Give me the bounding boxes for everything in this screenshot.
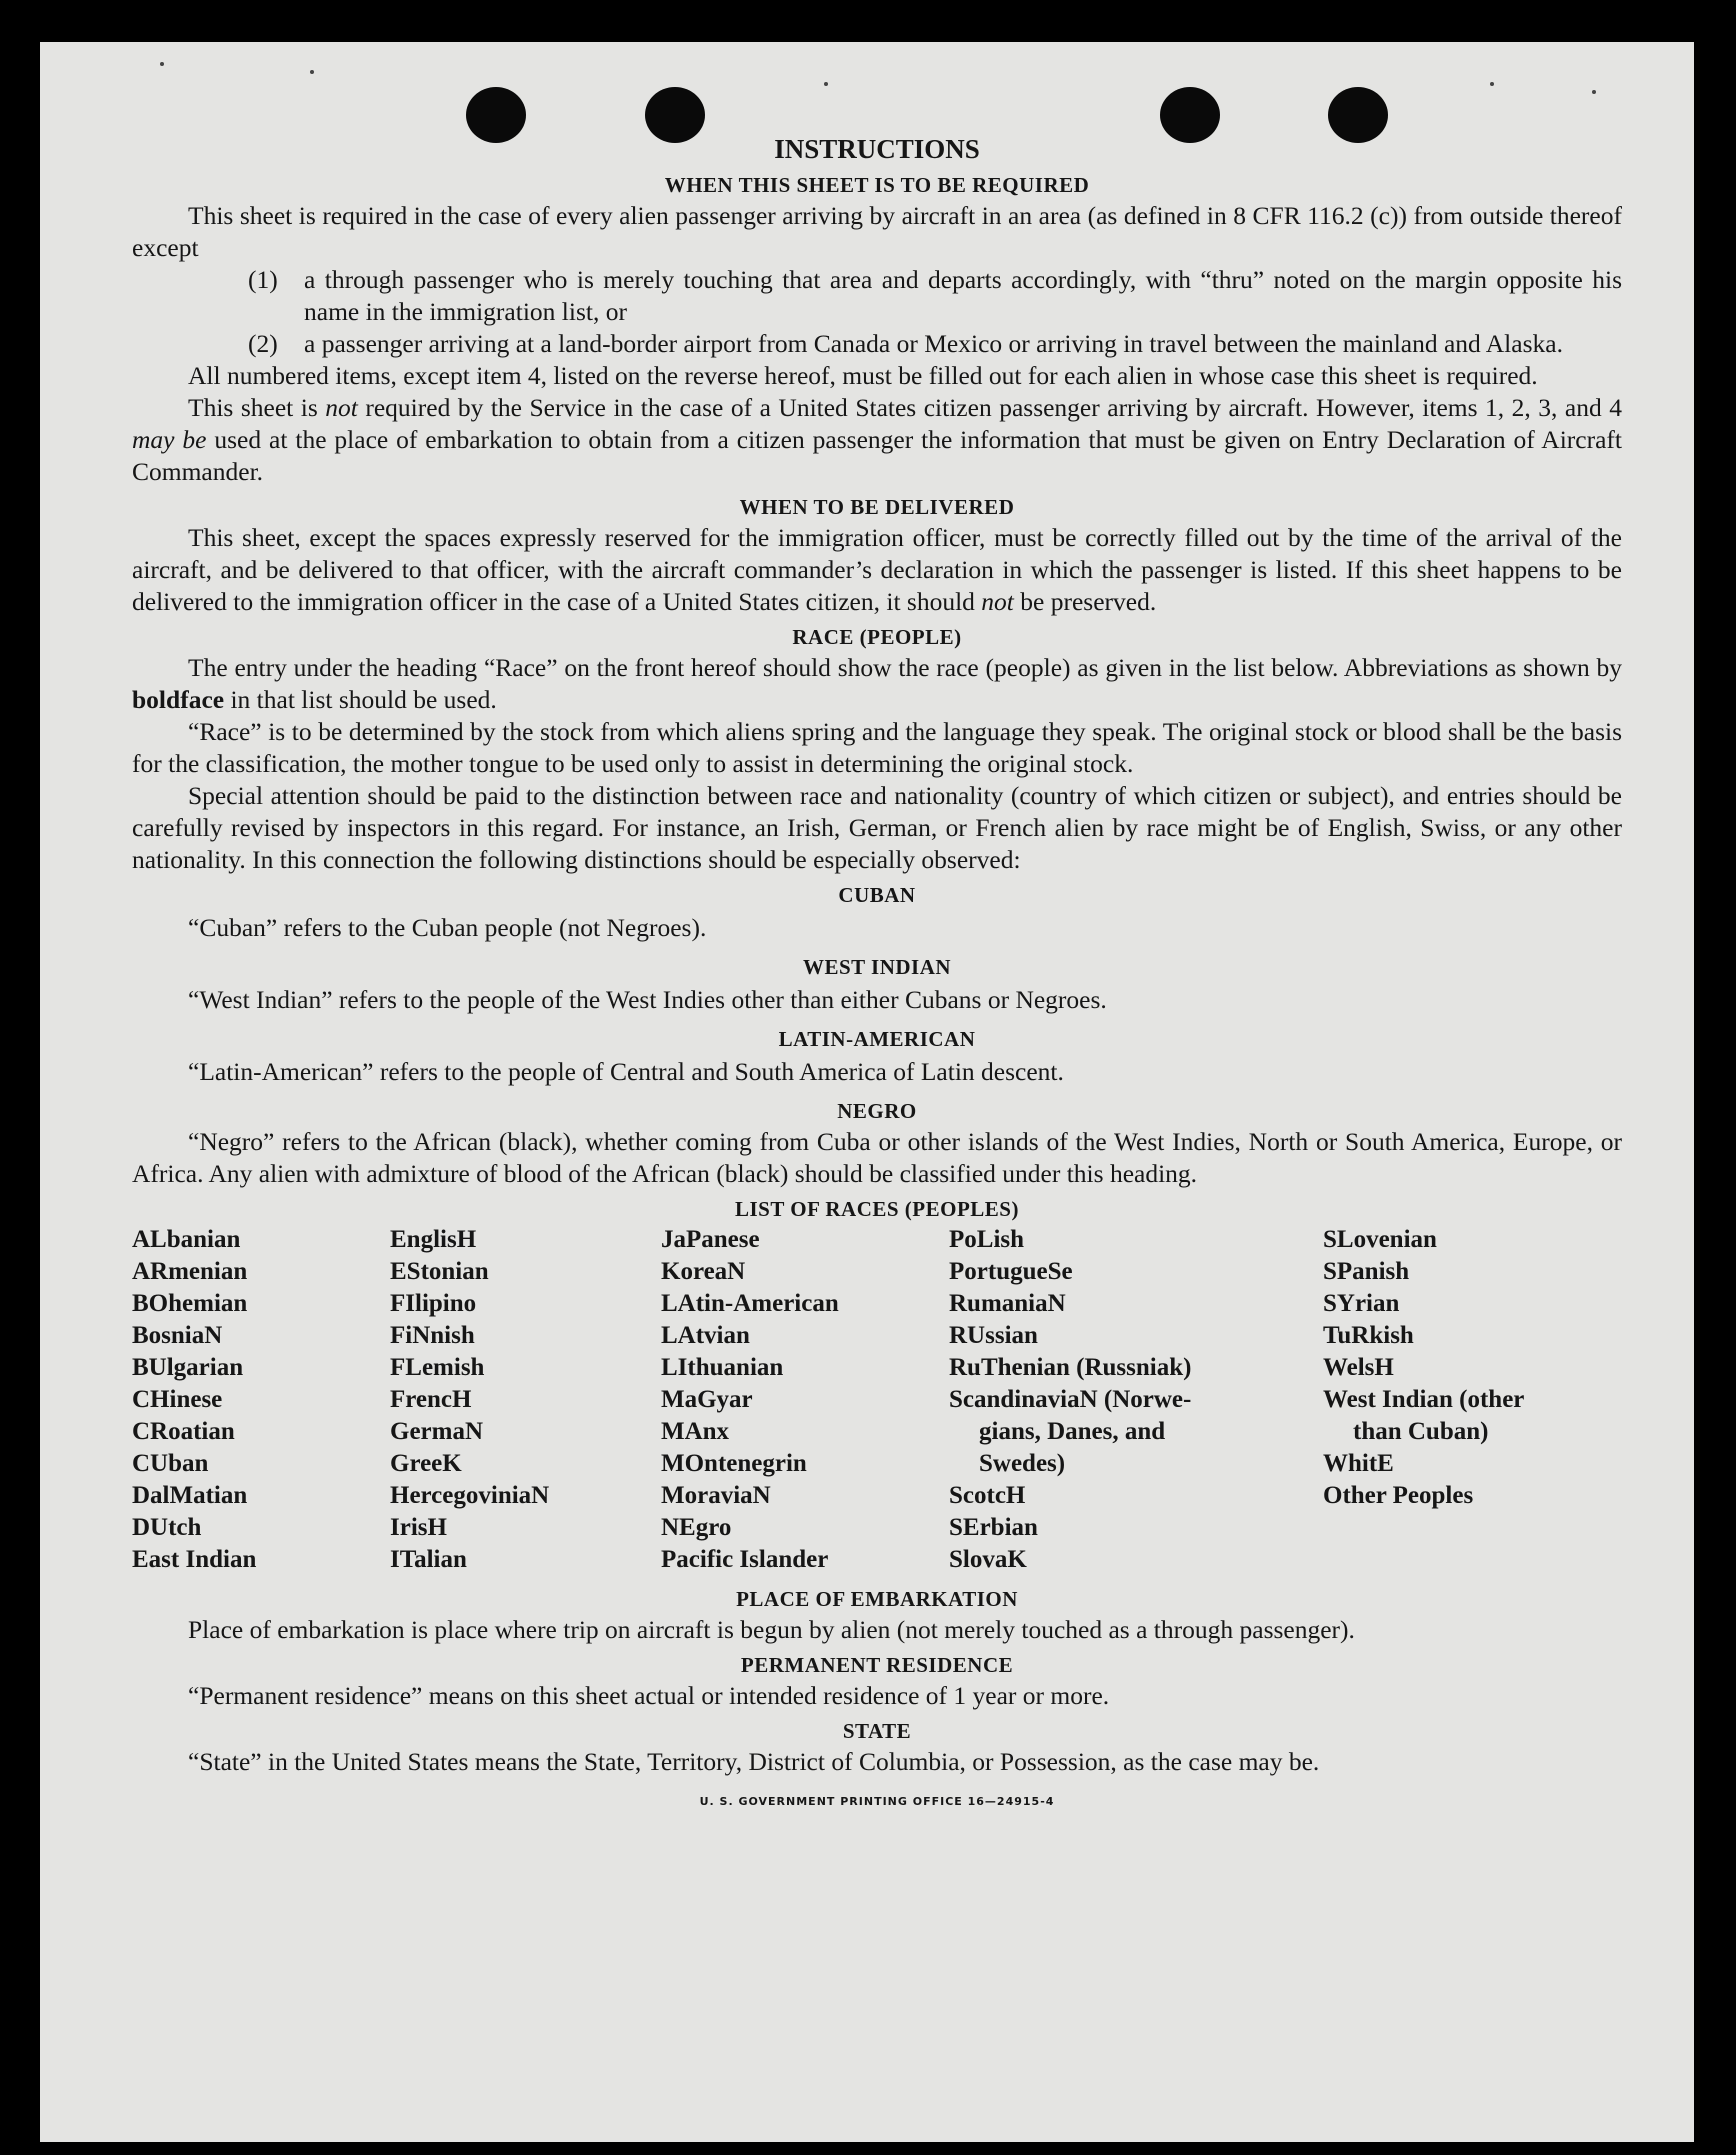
race-entry: ITalian — [390, 1546, 467, 1573]
race-entry: SErbian — [949, 1514, 1038, 1541]
text-run: in that list should be used. — [224, 685, 497, 714]
speck — [1490, 82, 1494, 86]
race-entry: FiNnish — [390, 1322, 475, 1349]
race-entry: GermaN — [390, 1418, 484, 1445]
race-entry: RUssian — [949, 1322, 1038, 1349]
section-heading-state: STATE — [842, 1719, 912, 1743]
speck — [824, 82, 828, 86]
item-text: a passenger arriving at a land-border airport from Canada or Mexico or arriving in travel between the mainland and Alaska. — [304, 329, 1563, 358]
definition: Place of embarkation is place where trip on aircraft is begun by alien (not merely touched as a through passenger). — [188, 1615, 1355, 1644]
section-heading-cuban: CUBAN — [838, 883, 916, 907]
race-entry: GreeK — [390, 1450, 462, 1477]
race-entry: West Indian (other — [1323, 1386, 1525, 1413]
section-heading-race: RACE (PEOPLE) — [792, 625, 962, 649]
race-entry: ScotcH — [949, 1482, 1026, 1509]
race-entry: BUlgarian — [132, 1354, 244, 1381]
race-entry: Other Peoples — [1323, 1482, 1474, 1509]
printing-office-footer: U. S. GOVERNMENT PRINTING OFFICE 16—24915-4 — [699, 1795, 1055, 1808]
speck — [1592, 90, 1596, 94]
races-list — [132, 1224, 1622, 1576]
section-heading-delivered: WHEN TO BE DELIVERED — [739, 495, 1015, 519]
race-entry: PoLish — [949, 1226, 1025, 1253]
race-entry: ScandinaviaN (Norwe- — [949, 1386, 1192, 1413]
italic-run: not — [981, 587, 1014, 616]
paragraph — [132, 522, 1622, 618]
race-entry: Swedes) — [979, 1450, 1066, 1477]
paragraph — [132, 652, 1622, 716]
definition: “Negro” refers to the African (black), whether coming from Cuba or other islands of the West Indies, North or South America, Europe, or Africa. Any alien with admixture of blood of the African (black) should be classified under this heading. — [132, 1127, 1622, 1188]
section-heading-required: WHEN THIS SHEET IS TO BE REQUIRED — [664, 173, 1090, 197]
text-run: be preserved. — [1013, 587, 1157, 616]
definition: “State” in the United States means the State, Territory, District of Columbia, or Possession, as the case may be. — [188, 1747, 1320, 1776]
race-entry: FLemish — [390, 1354, 485, 1381]
section-heading-latin-american: LATIN-AMERICAN — [778, 1027, 976, 1051]
race-entry: DUtch — [132, 1514, 202, 1541]
definition: “Permanent residence” means on this sheet actual or intended residence of 1 year or more. — [188, 1681, 1110, 1710]
race-entry — [1323, 1544, 1622, 1576]
race-entry: KoreaN — [661, 1258, 746, 1285]
race-entry: JaPanese — [661, 1226, 760, 1253]
race-entry: EnglisH — [390, 1226, 477, 1253]
race-entry: BOhemian — [132, 1290, 248, 1317]
race-entry: MaGyar — [661, 1386, 753, 1413]
paragraph: All numbered items, except item 4, listed on the reverse hereof, must be filled out for each alien in whose case this sheet is required. — [188, 361, 1538, 390]
race-entry: CUban — [132, 1450, 209, 1477]
item-text: a through passenger who is merely touching that area and departs accordingly, with “thru” noted on the margin opposite his name in the immigration list, or — [304, 265, 1622, 326]
race-entry: LAtvian — [661, 1322, 750, 1349]
race-entry: WhitE — [1323, 1450, 1394, 1477]
race-entry: SlovaK — [949, 1546, 1027, 1573]
italic-run: may be — [132, 425, 207, 454]
italic-run: not — [325, 393, 358, 422]
text-run: required by the Service in the case of a United States citizen passenger arriving by aircraft. However, items 1, 2, 3, and 4 — [357, 393, 1622, 422]
text-run: The entry under the heading “Race” on the front hereof should show the race (people) as given in the list below. Abbreviations as shown by — [188, 653, 1622, 682]
bold-run: boldface — [132, 685, 225, 714]
document-page — [40, 42, 1694, 2142]
race-entry: EStonian — [390, 1258, 489, 1285]
section-heading-list-of-races: LIST OF RACES (PEOPLES) — [735, 1197, 1019, 1221]
race-entry: SLovenian — [1323, 1226, 1437, 1253]
race-entry: DalMatian — [132, 1482, 248, 1509]
paragraph: “Race” is to be determined by the stock from which aliens spring and the language they speak. The original stock or blood shall be the basis for the classification, the mother tongue to be used only to assist in determining the original stock. — [132, 717, 1622, 778]
race-entry: SPanish — [1323, 1258, 1410, 1285]
paragraph — [132, 392, 1622, 488]
race-entry: BosniaN — [132, 1322, 223, 1349]
section-heading-residence: PERMANENT RESIDENCE — [740, 1653, 1014, 1677]
item-number: (2) — [248, 329, 278, 358]
race-entry: than Cuban) — [1353, 1418, 1489, 1445]
definition: “Cuban” refers to the Cuban people (not Negroes). — [188, 913, 707, 942]
text-run: This sheet is — [188, 393, 326, 422]
race-entry: RuThenian (Russniak) — [949, 1354, 1192, 1381]
section-heading-west-indian: WEST INDIAN — [802, 955, 952, 979]
speck — [310, 70, 314, 74]
race-entry: RumaniaN — [949, 1290, 1066, 1317]
race-entry: LIthuanian — [661, 1354, 784, 1381]
race-entry: FrencH — [390, 1386, 472, 1413]
race-entry: PortugueSe — [949, 1258, 1073, 1285]
paragraph: This sheet is required in the case of every alien passenger arriving by aircraft in an area (as defined in 8 CFR 116.2 (c)) from outside thereof except — [132, 201, 1622, 262]
race-entry: FIlipino — [390, 1290, 477, 1317]
speck — [160, 62, 164, 66]
race-entry: ALbanian — [132, 1226, 241, 1253]
definition: “Latin-American” refers to the people of Central and South America of Latin descent. — [188, 1057, 1064, 1086]
race-entry: CRoatian — [132, 1418, 235, 1445]
item-number: (1) — [248, 265, 278, 294]
text-run: used at the place of embarkation to obtain from a citizen passenger the information that must be given on Entry Declaration of Aircraft Commander. — [132, 425, 1622, 486]
race-entry: SYrian — [1323, 1290, 1400, 1317]
page-title: INSTRUCTIONS — [774, 134, 980, 164]
race-entry: MAnx — [661, 1418, 730, 1445]
race-entry: MOntenegrin — [661, 1450, 807, 1477]
section-heading-negro: NEGRO — [837, 1099, 917, 1123]
race-entry: TuRkish — [1323, 1322, 1414, 1349]
race-entry: WelsH — [1323, 1354, 1394, 1381]
race-entry: MoraviaN — [661, 1482, 771, 1509]
definition: “West Indian” refers to the people of the West Indies other than either Cubans or Negroes. — [188, 985, 1107, 1014]
text-run: This sheet, except the spaces expressly reserved for the immigration officer, must be correctly filled out by the time of the arrival of the aircraft, and be delivered to that officer, with the aircraft commander’s declaration in which the passenger is listed. If this sheet happens to be delivered to the immigration officer in the case of a United States citizen, it should — [132, 523, 1622, 616]
race-entry: gians, Danes, and — [979, 1418, 1166, 1445]
race-entry — [1323, 1512, 1622, 1544]
race-entry: LAtin-American — [661, 1290, 839, 1317]
race-entry: NEgro — [661, 1514, 732, 1541]
race-entry: ARmenian — [132, 1258, 248, 1285]
list-item — [132, 328, 1622, 360]
list-item — [132, 264, 1622, 328]
race-entry: CHinese — [132, 1386, 223, 1413]
race-entry: IrisH — [390, 1514, 447, 1541]
race-entry: HercegoviniaN — [390, 1482, 550, 1509]
instructions-body — [132, 132, 1622, 1818]
paragraph: Special attention should be paid to the distinction between race and nationality (country of which citizen or subject), and entries should be carefully revised by inspectors in this regard. For instance, an Irish, German, or French alien by race might be of English, Swiss, or any other nationality. In this connection the following distinctions should be especially observed: — [132, 781, 1622, 874]
section-heading-embarkation: PLACE OF EMBARKATION — [736, 1587, 1018, 1611]
race-entry: Pacific Islander — [661, 1546, 829, 1573]
race-entry: East Indian — [132, 1546, 257, 1573]
